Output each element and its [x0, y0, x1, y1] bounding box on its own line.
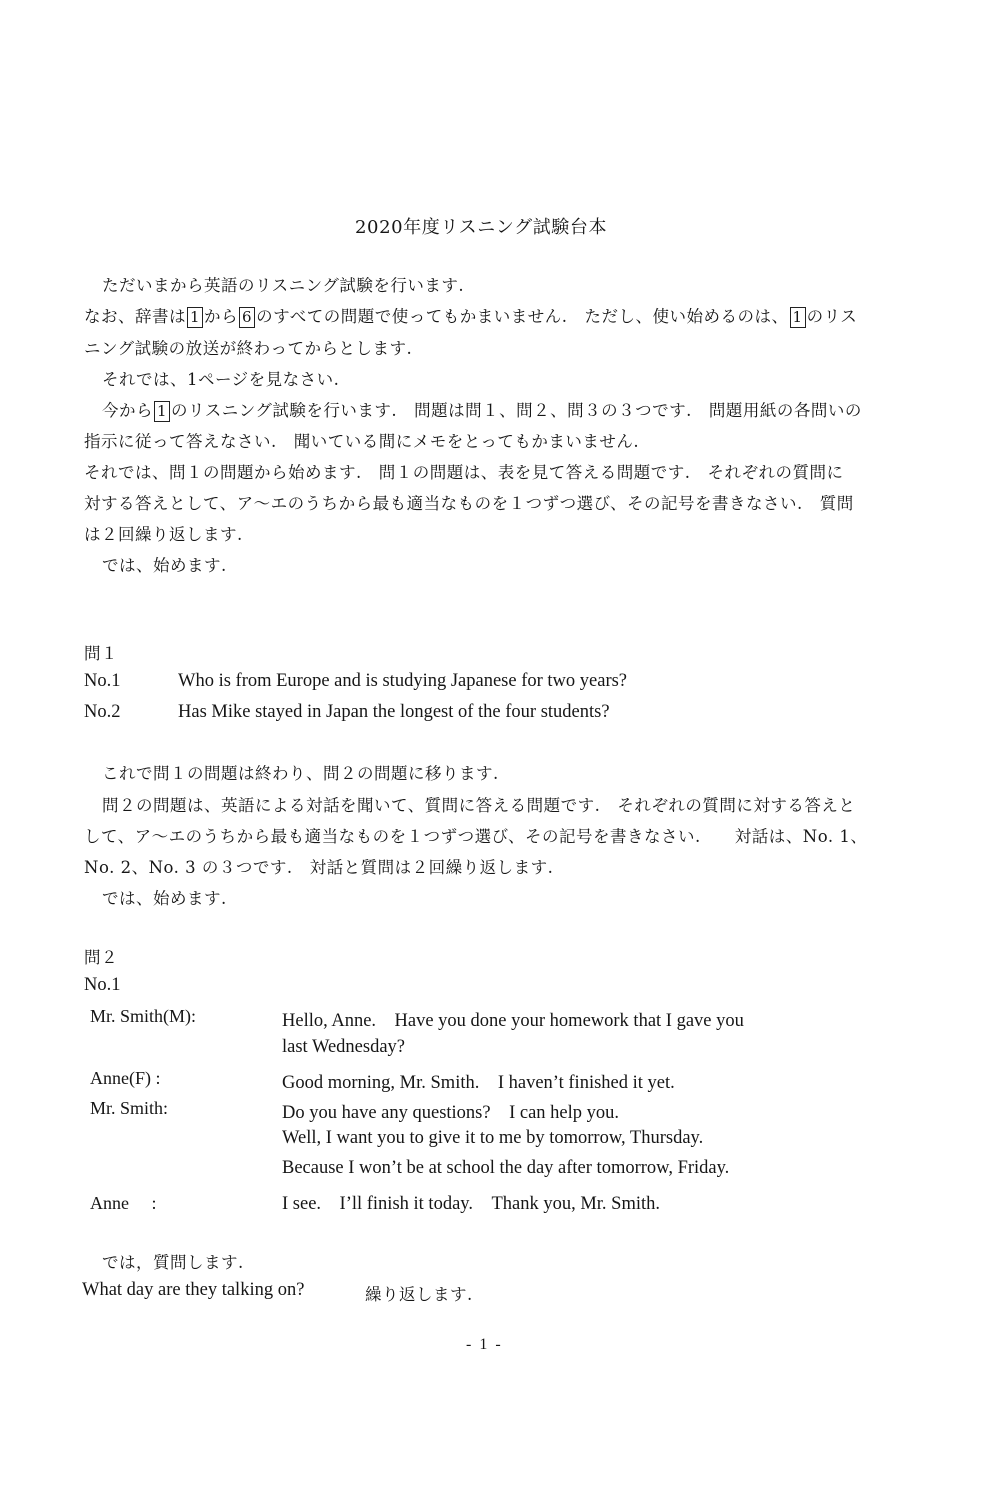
question-intro: では，質問します. [102, 1253, 244, 1272]
q2-intro-line-2: 問２の問題は、英語による対話を聞いて、質問に答える問題です. それぞれの質問に対する答えと [102, 796, 856, 815]
boxed-number: 6 [239, 307, 255, 328]
dialogue-line: Hello, Anne. Have you done your homework that I gave you [282, 1011, 744, 1031]
dialogue-line: Good morning, Mr. Smith. I haven’t finished it yet. [282, 1073, 675, 1093]
question-text: What day are they talking on? [82, 1280, 305, 1300]
intro-line-4: それでは、1ページを見なさい. [102, 370, 340, 389]
document-title: 2020年度リスニング試験台本 [355, 217, 608, 238]
page-number: - 1 - [466, 1336, 503, 1353]
dialogue-speaker: Anne(F) : [90, 1068, 161, 1088]
intro-line-8: 対する答えとして、ア～エのうちから最も適当なものを１つずつ選び、その記号を書きなさい. 質問 [84, 494, 854, 513]
dialogue-speaker: Mr. Smith(M): [90, 1006, 197, 1026]
dialogue-line: last Wednesday? [282, 1037, 406, 1057]
q1-item-text: Who is from Europe and is studying Japanese for two years? [178, 671, 628, 691]
repeat-note: 繰り返します. [365, 1285, 473, 1304]
dialogue-speaker: Mr. Smith: [90, 1098, 169, 1118]
q1-heading: 問１ [84, 644, 118, 663]
boxed-number: 1 [154, 401, 170, 422]
intro-line-3: ニング試験の放送が終わってからとします. [84, 339, 413, 358]
dialogue-line: Because I won’t be at school the day after tomorrow, Friday. [282, 1158, 730, 1178]
intro-line-2-part-2: から [204, 307, 239, 326]
q2-intro-line-5: では、始めます. [102, 889, 227, 908]
intro-line-5-part-1: 今から [102, 401, 153, 420]
intro-line-1: ただいまから英語のリスニング試験を行います. [102, 276, 465, 295]
intro-line-2-part-4: のリス [806, 307, 858, 326]
q2-intro-line-1: これで問１の問題は終わり、問２の問題に移ります. [102, 764, 499, 783]
intro-line-5 [102, 397, 862, 422]
intro-line-2-part-1: なお、辞書は [84, 307, 186, 326]
boxed-number: 1 [187, 307, 203, 328]
q2-subheading: No.1 [84, 975, 121, 995]
dialogue-speaker: Anne : [90, 1193, 157, 1213]
intro-line-6: 指示に従って答えなさい. 聞いている間にメモをとってもかまいません. [84, 432, 640, 451]
boxed-number: 1 [790, 307, 806, 328]
dialogue-line: Do you have any questions? I can help you. [282, 1103, 620, 1123]
intro-line-10: では、始めます. [102, 556, 227, 575]
q2-heading: 問２ [84, 948, 118, 967]
dialogue-line: I see. I’ll finish it today. Thank you, Mr. Smith. [282, 1194, 661, 1214]
q2-intro-line-3: して、ア～エのうちから最も適当なものを１つずつ選び、その記号を書きなさい. 対話は、No. 1、 [84, 827, 868, 846]
dialogue-line: Well, I want you to give it to me by tomorrow, Thursday. [282, 1128, 704, 1148]
intro-line-9: は２回繰り返します. [84, 525, 243, 544]
intro-line-2 [84, 303, 857, 328]
q2-intro-line-4: No. 2、No. 3 の３つです. 対話と質問は２回繰り返します. [84, 858, 554, 877]
intro-line-2-part-3: のすべての問題で使ってもかまいません. ただし、使い始めるのは、 [256, 307, 789, 326]
q1-item-number: No.2 [84, 702, 121, 722]
q1-item-text: Has Mike stayed in Japan the longest of the four students? [178, 702, 610, 722]
intro-line-5-part-2: のリスニング試験を行います. 問題は問１、問２、問３の３つです. 問題用紙の各問いの [171, 401, 862, 420]
intro-line-7: それでは、問１の問題から始めます. 問１の問題は、表を見て答える問題です. それぞれの質問に [84, 463, 844, 482]
q1-item-number: No.1 [84, 671, 121, 691]
